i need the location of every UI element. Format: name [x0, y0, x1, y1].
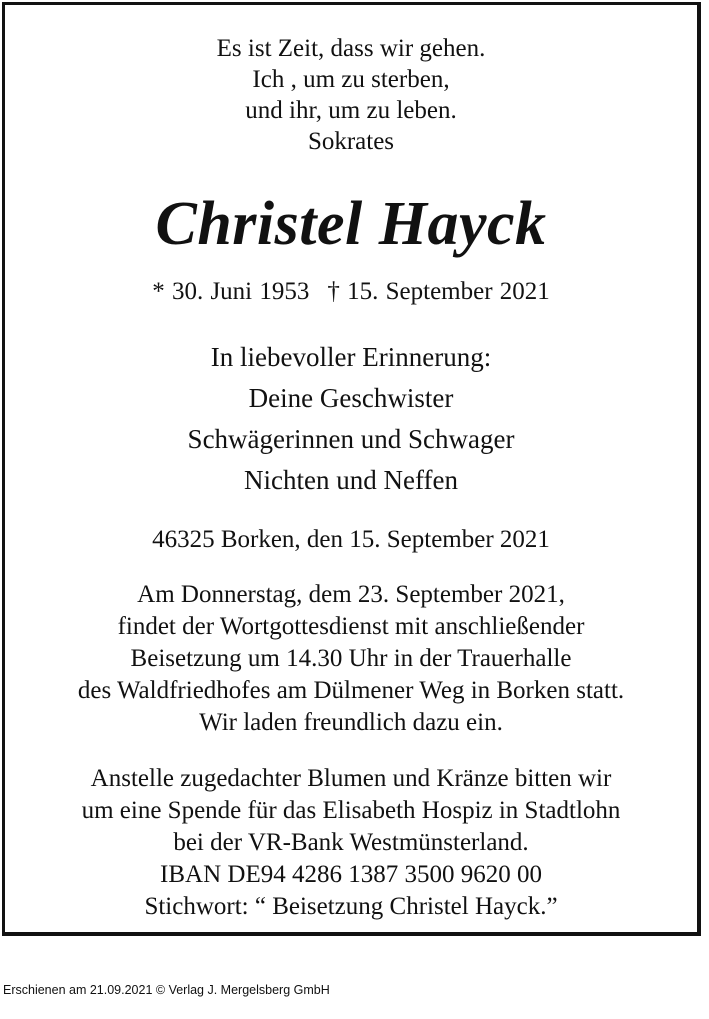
publication-footer: Erschienen am 21.09.2021 © Verlag J. Mergelsberg GmbH [3, 983, 330, 997]
funeral-line-1: Am Donnerstag, dem 23. September 2021, [137, 581, 565, 608]
mourners-line-1: Deine Geschwister [248, 383, 454, 413]
donation-line-3: bei der VR-Bank Westmünsterland. [173, 829, 529, 856]
deceased-name: Christel Hayck [155, 190, 547, 258]
funeral-line-5: Wir laden freundlich dazu ein. [199, 709, 503, 736]
donation-line-2: um eine Spende für das Elisabeth Hospiz in Stadtlohn [81, 797, 621, 824]
quote-line-1: Es ist Zeit, dass wir gehen. [216, 35, 486, 62]
quote-author: Sokrates [307, 128, 395, 155]
mourners-intro: In liebevoller Erinnerung: [210, 342, 492, 372]
donation-line-1: Anstelle zugedachter Blumen und Kränze bitten wir [90, 765, 612, 792]
death-date: † 15. September 2021 [327, 278, 550, 305]
life-dates [5, 278, 697, 306]
donation-iban: IBAN DE94 4286 1387 3500 9620 00 [160, 861, 542, 888]
mourners-line-3: Nichten und Neffen [244, 465, 458, 495]
donation-keyword: Stichwort: “ Beisetzung Christel Hayck.” [144, 893, 558, 920]
funeral-line-4: des Waldfriedhofes am Dülmener Weg in Borken statt. [77, 677, 625, 704]
funeral-line-3: Beisetzung um 14.30 Uhr in der Trauerhalle [130, 645, 572, 672]
obituary-notice [2, 2, 701, 936]
quote-line-2: Ich , um zu sterben, [252, 66, 450, 93]
mourners-line-2: Schwägerinnen und Schwager [187, 424, 515, 454]
funeral-line-2: findet der Wortgottesdienst mit anschließender [117, 613, 585, 640]
birth-date: * 30. Juni 1953 [152, 278, 310, 305]
quote-line-3: und ihr, um zu leben. [245, 97, 457, 124]
place-date: 46325 Borken, den 15. September 2021 [152, 526, 550, 553]
